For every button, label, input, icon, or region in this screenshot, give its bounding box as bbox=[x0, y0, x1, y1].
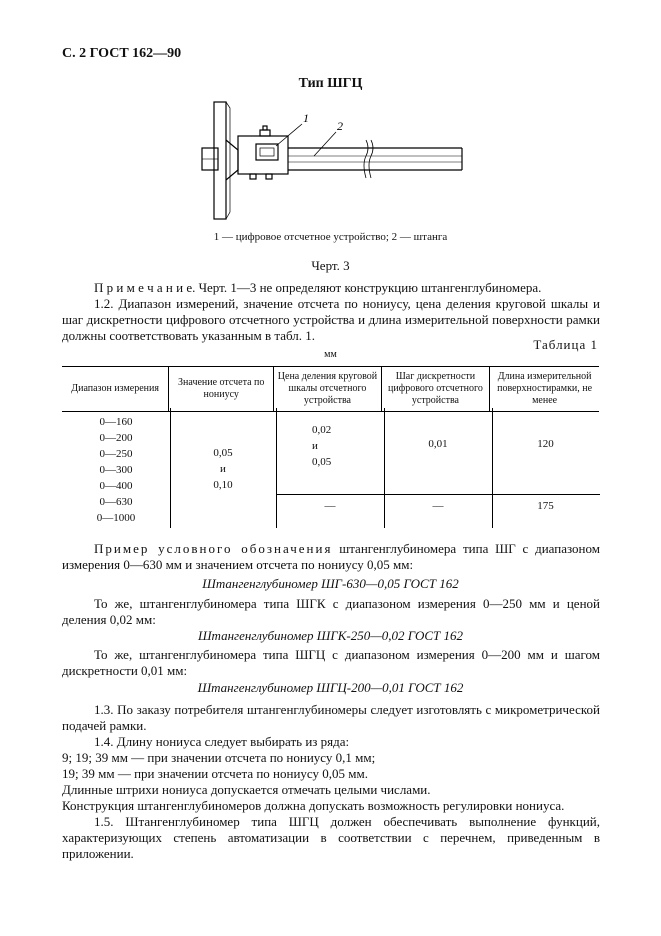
table-row-divider bbox=[276, 494, 600, 495]
vernier-values bbox=[170, 445, 276, 493]
range-value: 0—300 bbox=[99, 464, 133, 476]
vernier-value: 0,05 bbox=[213, 447, 233, 459]
dial-value: 0,05 bbox=[312, 456, 332, 468]
step-value: 0,01 bbox=[428, 438, 448, 450]
depth-gauge-drawing bbox=[190, 100, 480, 225]
col-header-step: Шаг дискретности цифрового отсчетного устройства bbox=[381, 367, 490, 412]
digital-display bbox=[256, 144, 278, 160]
dial-value: 0,02 bbox=[312, 424, 332, 436]
note: П р и м е ч а н и е. Черт. 1—3 не определяют конструкцию штангенглубиномера. bbox=[94, 280, 542, 295]
dial-dash: — bbox=[324, 500, 336, 512]
length-line-d: Конструкция штангенглубиномеров должна допускать возможность регулировки нониуса. bbox=[62, 798, 565, 813]
example-title: Пример условного обозначения bbox=[94, 541, 333, 556]
range-value: 0—1000 bbox=[96, 512, 136, 524]
figure-number: Черт. 3 bbox=[311, 258, 350, 273]
paragraph-1-2: 1.2. Диапазон измерений, значение отсчета по нониусу, цена деления круговой шкалы и шаг дискретности цифрового отсчетного устройства и длина измерительной поверхности рамки должны соответствовать указанным в табл. 1. bbox=[62, 296, 600, 343]
leader-label-2: 2 bbox=[337, 119, 343, 133]
range-list bbox=[62, 414, 170, 526]
range-value: 0—630 bbox=[99, 496, 133, 508]
table-label: Таблица 1 bbox=[533, 337, 598, 352]
range-value: 0—160 bbox=[99, 416, 133, 428]
example-text: штангенглубиномера типа ШГ с диапазоном измерения 0—630 мм и значением отсчета по нониусу 0,05 мм: bbox=[62, 541, 600, 572]
leader-label-1: 1 bbox=[303, 111, 309, 125]
figure-title: Тип ШГЦ bbox=[298, 76, 363, 91]
vernier-and: и bbox=[220, 463, 226, 475]
example-paragraph bbox=[62, 541, 600, 573]
same-paragraph-2: То же, штангенглубиномера типа ШГЦ с диапазоном измерения 0—200 мм и шагом дискретности 0,01 мм: bbox=[62, 647, 600, 678]
col-header-dial: Цена деления круговой шкалы отсчетного устройства bbox=[274, 367, 381, 412]
range-value: 0—200 bbox=[99, 432, 133, 444]
range-value: 0—250 bbox=[99, 448, 133, 460]
same-paragraph-1: То же, штангенглубиномера типа ШГК с диапазоном измерения 0—250 мм и ценой деления 0,02 мм: bbox=[62, 596, 600, 627]
length-line-b: 19; 39 мм — при значении отсчета по нониусу 0,05 мм. bbox=[62, 766, 368, 781]
length-line-c: Длинные штрихи нониуса допускается отмечать целыми числами. bbox=[62, 782, 431, 797]
vernier-value: 0,10 bbox=[213, 479, 233, 491]
page-header: С. 2 ГОСТ 162—90 bbox=[62, 46, 182, 61]
paragraph-1-5: 1.5. Штангенглубиномер типа ШГЦ должен обеспечивать выполнение функций, характеризующих степень автоматизации в соответствии с перечнем, приведенным в приложении. bbox=[62, 814, 600, 861]
col-header-length: Длина измерительной поверхностирамки, не менее bbox=[490, 367, 599, 412]
length-value-2: 175 bbox=[537, 500, 554, 512]
paragraph-1-4: 1.4. Длину нониуса следует выбирать из ряда: bbox=[94, 734, 350, 749]
step-dash: — bbox=[432, 500, 444, 512]
table-1 bbox=[62, 366, 599, 412]
formula-3: Штангенглубиномер ШГЦ-200—0,01 ГОСТ 162 bbox=[197, 680, 464, 695]
range-value: 0—400 bbox=[99, 480, 133, 492]
base-plate bbox=[214, 102, 226, 219]
formula-2: Штангенглубиномер ШГК-250—0,02 ГОСТ 162 bbox=[197, 628, 464, 643]
paragraph-1-3: 1.3. По заказу потребителя штангенглубиномеры следует изготовлять с микрометрической подачей рамки. bbox=[62, 702, 600, 733]
table-unit: мм bbox=[324, 349, 337, 360]
length-value-1: 120 bbox=[537, 438, 554, 450]
dial-values bbox=[276, 422, 384, 470]
length-line-a: 9; 19; 39 мм — при значении отсчета по нониусу 0,1 мм; bbox=[62, 750, 376, 765]
col-header-vernier: Значение отсчета по нониусу bbox=[169, 367, 274, 412]
figure-caption: 1 — цифровое отсчетное устройство; 2 — штанга bbox=[213, 231, 448, 243]
dial-and: и bbox=[312, 440, 318, 452]
col-header-range: Диапазон измерения bbox=[62, 367, 169, 412]
formula-1: Штангенглубиномер ШГ-630—0,05 ГОСТ 162 bbox=[202, 576, 459, 591]
